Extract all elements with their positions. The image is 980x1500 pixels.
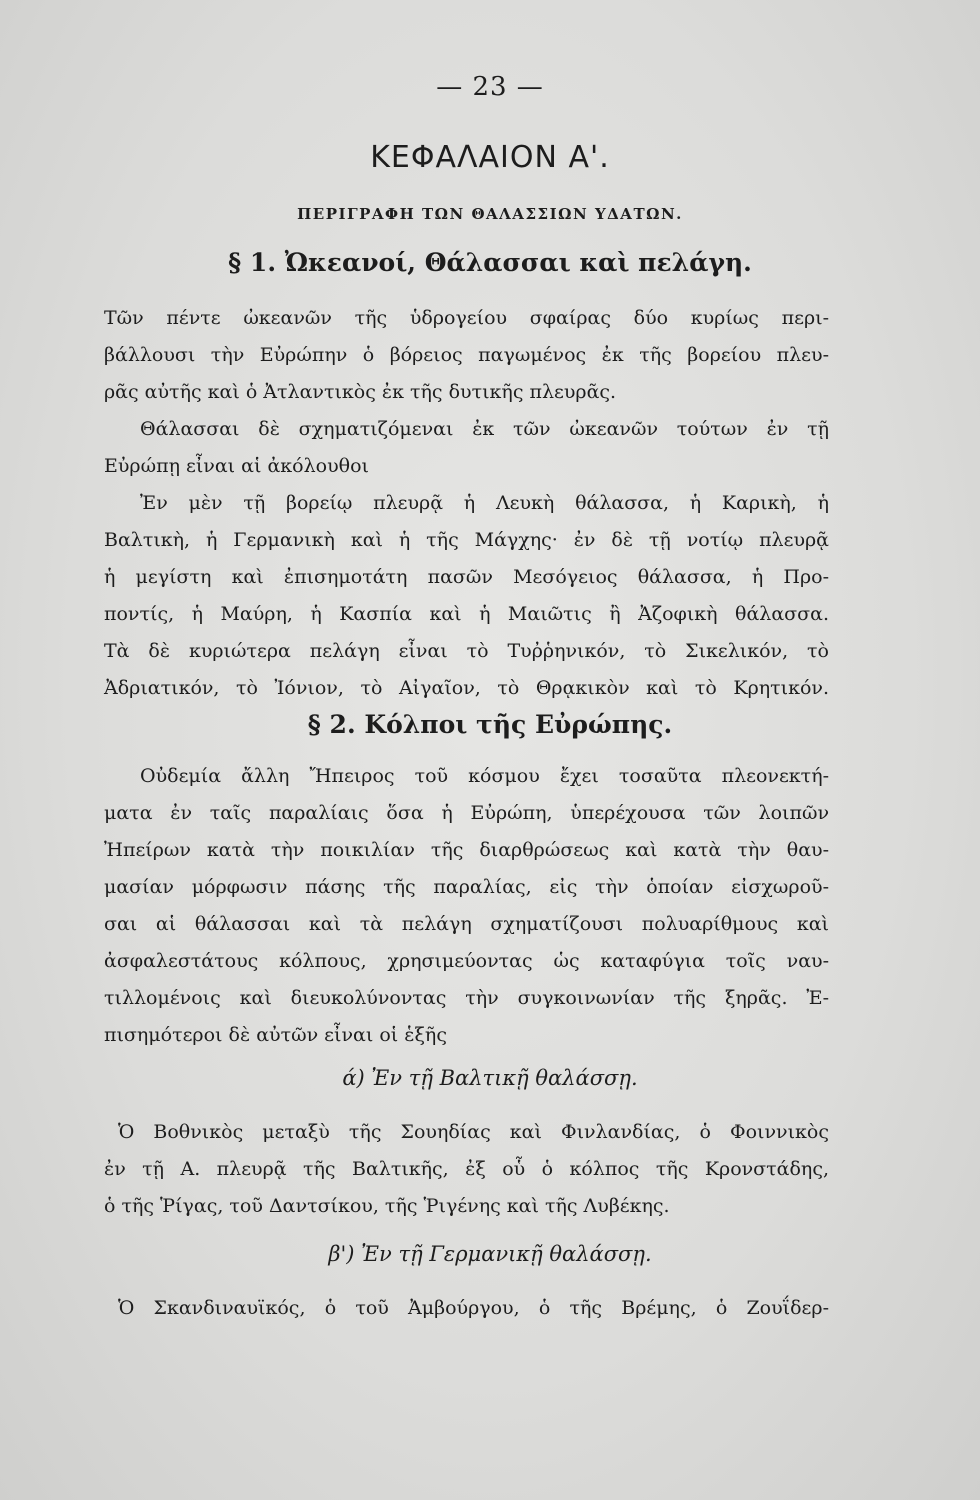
text-line: σαι αἱ θάλασσαι καὶ τὰ πελάγη σχηματίζουσι πολυαρίθμους καὶ [104,913,829,935]
text-line: Εὐρώπῃ εἶναι αἱ ἀκόλουθοι [104,455,369,477]
text-line: ἐν τῇ Α. πλευρᾷ τῆς Βαλτικῆς, ἐξ οὗ ὁ κόλπος τῆς Κρονστάδης, [104,1158,829,1180]
text-line: Ὁ Βοθνικὸς μεταξὺ τῆς Σουηδίας καὶ Φινλανδίας, ὁ Φοιννικὸς [118,1121,829,1143]
text-line: Τῶν πέντε ὠκεανῶν τῆς ὑδρογείου σφαίρας δύο κυρίως περι- [104,307,829,329]
text-line: Ἐν μὲν τῇ βορείῳ πλευρᾷ ἡ Λευκὴ θάλασσα, ἡ Καρικὴ, ἡ [140,492,829,514]
text-line: Βαλτικὴ, ἡ Γερμανικὴ καὶ ἡ τῆς Μάγχης· ἐν δὲ τῇ νοτίῳ πλευρᾷ [104,529,829,551]
text-line: μασίαν μόρφωσιν πάσης τῆς παραλίας, εἰς τὴν ὁποίαν εἰσχωροῦ- [104,876,829,898]
subsection-a-heading: ά) Ἐν τῇ Βαλτικῇ θαλάσσῃ. [342,1066,638,1090]
text-line: βάλλουσι τὴν Εὐρώπην ὁ βόρειος παγωμένος ἐκ τῆς βορείου πλευ- [104,344,829,366]
page-number: — 23 — [436,72,544,102]
chapter-subtitle: ΠΕΡΙΓΡΑΦΗ ΤΩΝ ΘΑΛΑΣΣΙΩΝ ΥΔΑΤΩΝ. [297,205,683,223]
text-line: πισημότεροι δὲ αὐτῶν εἶναι οἱ ἑξῆς [104,1024,447,1046]
text-line: τιλλομένοις καὶ διευκολύνοντας τὴν συγκοινωνίαν τῆς ξηρᾶς. Ἐ- [104,987,829,1009]
text-line: Ἠπείρων κατὰ τὴν ποικιλίαν τῆς διαρθρώσεως καὶ κατὰ τὴν θαυ- [104,839,829,861]
subsection-a-text [104,1114,829,1225]
text-line: Θάλασσαι δὲ σχηματιζόμεναι ἐκ τῶν ὠκεανῶν τούτων ἐν τῇ [140,418,829,440]
section-2-heading: § 2. Κόλποι τῆς Εὐρώπης. [307,710,673,739]
text-line: ποντίς, ἡ Μαύρη, ἡ Κασπία καὶ ἡ Μαιῶτις ἢ Ἀζοφικὴ θάλασσα. [104,603,829,625]
subsection-b-text [104,1290,829,1327]
chapter-title: ΚΕΦΑΛΑΙΟΝ Α'. [370,140,610,175]
section-1-text [104,300,829,707]
text-line: Ὁ Σκανδιναυϊκός, ὁ τοῦ Ἀμβούργου, ὁ τῆς Βρέμης, ὁ Ζουΐδερ- [118,1297,829,1319]
text-line: Οὐδεμία ἄλλη Ἤπειρος τοῦ κόσμου ἔχει τοσαῦτα πλεονεκτή- [140,765,829,787]
text-line: Ἀδριατικόν, τὸ Ἰόνιον, τὸ Αἰγαῖον, τὸ Θρᾳκικὸν καὶ τὸ Κρητικόν. [104,677,829,699]
text-line: ρᾶς αὐτῆς καὶ ὁ Ἀτλαντικὸς ἐκ τῆς δυτικῆς πλευρᾶς. [104,381,617,403]
text-line: ὁ τῆς Ῥίγας, τοῦ Δαντσίκου, τῆς Ῥιγένης καὶ τῆς Λυβέκης. [104,1195,670,1217]
text-line: ἀσφαλεστάτους κόλπους, χρησιμεύοντας ὡς καταφύγια τοῖς ναυ- [104,950,829,972]
section-1-heading: § 1. Ὠκεανοί, Θάλασσαι καὶ πελάγη. [228,248,752,277]
text-line: Τὰ δὲ κυριώτερα πελάγη εἶναι τὸ Τυῤῥηνικόν, τὸ Σικελικόν, τὸ [104,640,829,662]
text-line: ματα ἐν ταῖς παραλίαις ὅσα ἡ Εὐρώπη, ὑπερέχουσα τῶν λοιπῶν [104,802,829,824]
section-2-text [104,758,829,1054]
subsection-b-heading: β') Ἐν τῇ Γερμανικῇ θαλάσσῃ. [328,1242,652,1266]
text-line: ἡ μεγίστη καὶ ἐπισημοτάτη πασῶν Μεσόγειος θάλασσα, ἡ Προ- [104,566,829,588]
